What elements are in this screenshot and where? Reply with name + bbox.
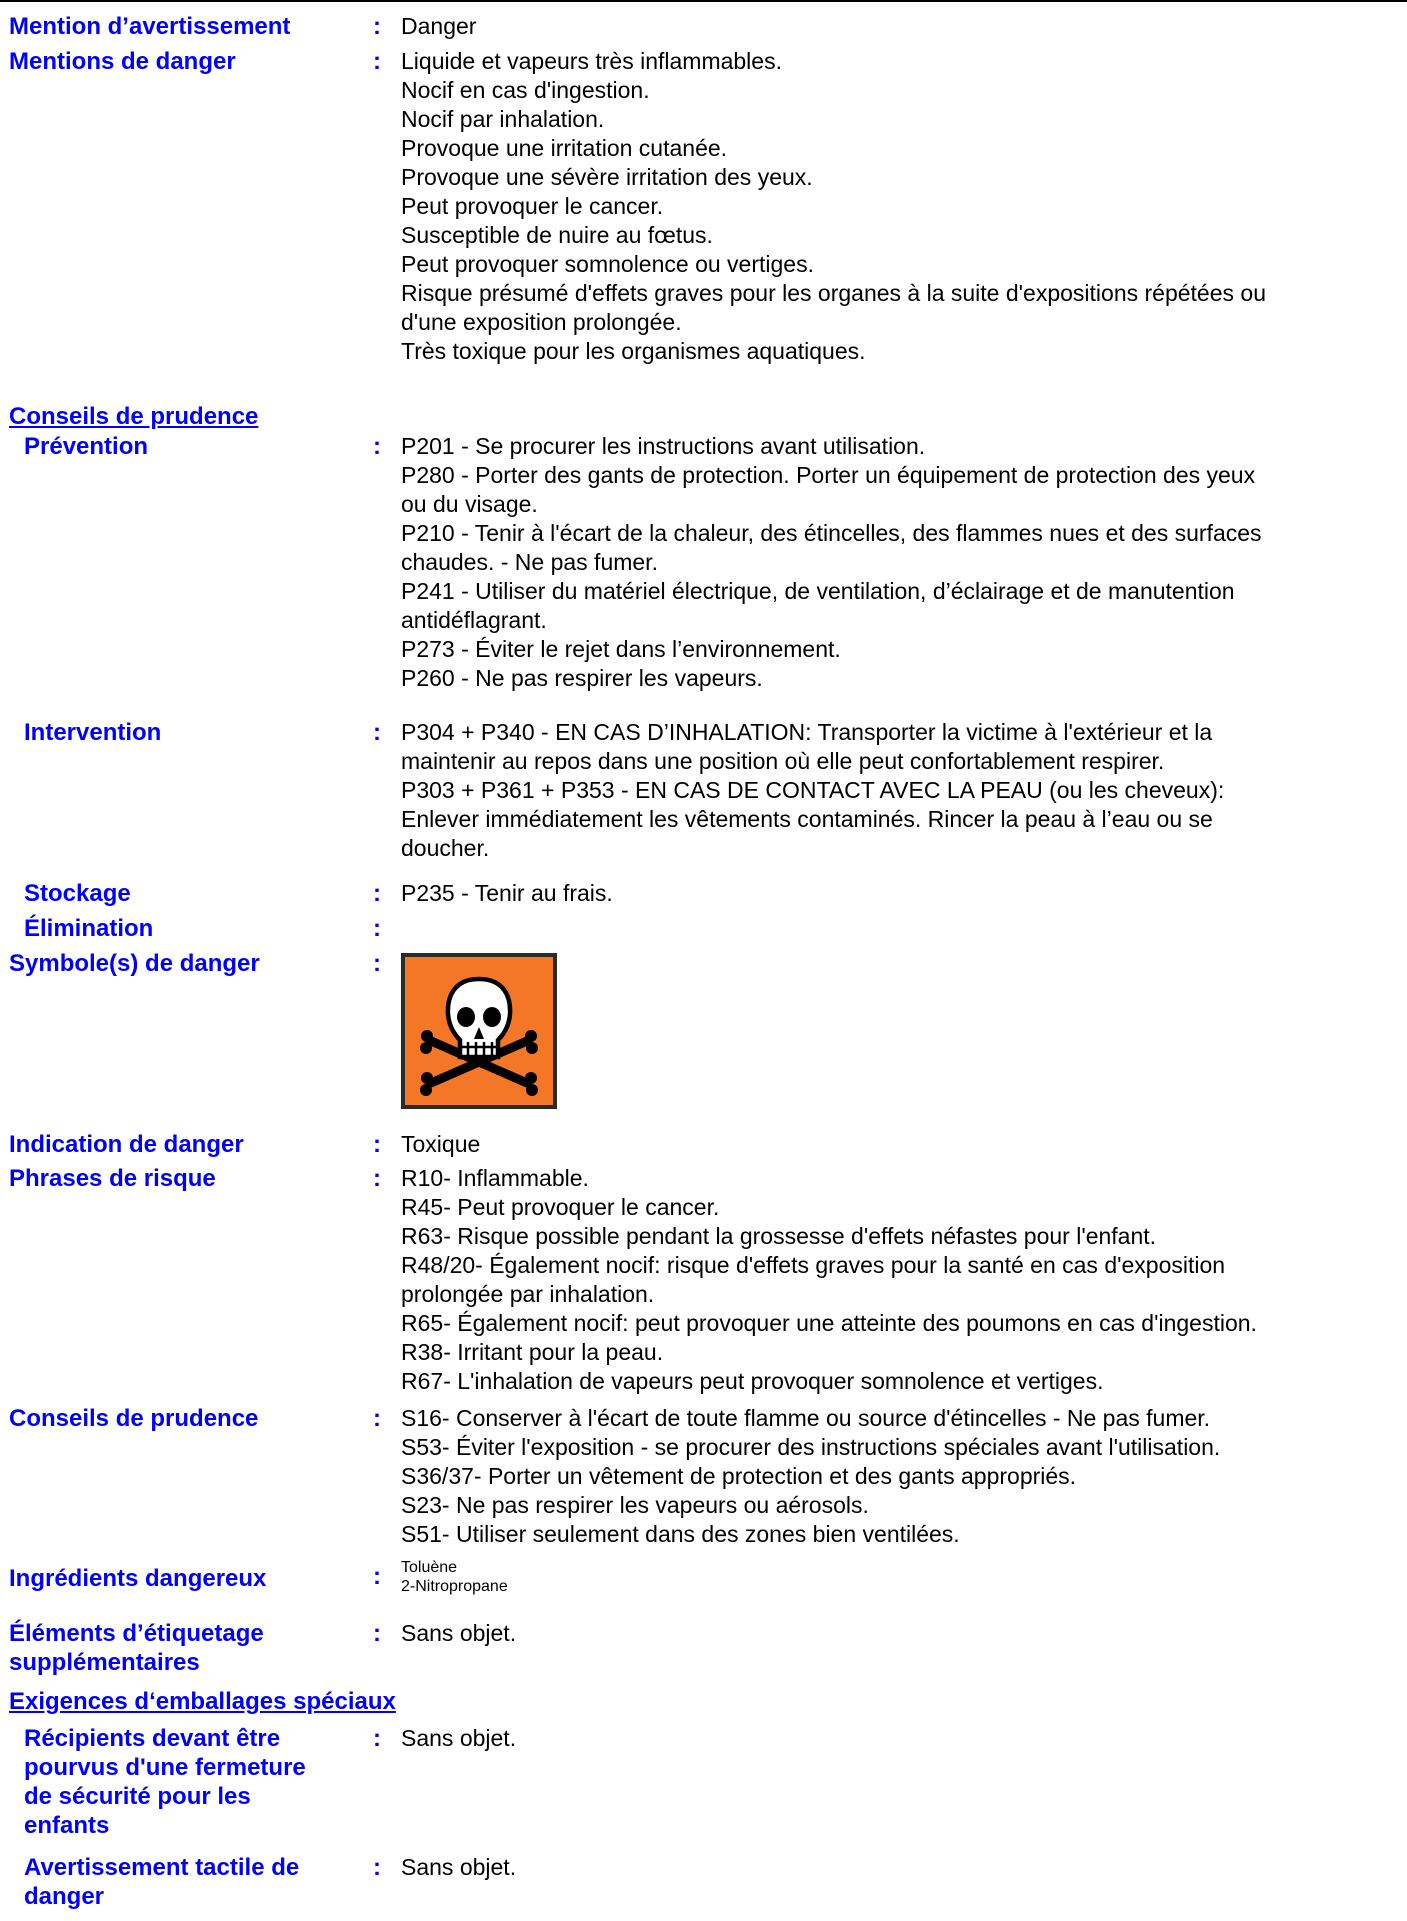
list-item: prolongée par inhalation. (401, 1281, 655, 1307)
safety-advice-list (401, 1404, 1399, 1549)
response-list (401, 718, 1399, 863)
colon: : (373, 1165, 381, 1192)
list-item: R45- Peut provoquer le cancer. (401, 1194, 720, 1220)
colon: : (373, 1405, 381, 1432)
packaging-section-title: Exigences d‘emballages spéciaux (9, 1688, 396, 1715)
list-item: R65- Également nocif: peut provoquer une atteinte des poumons en cas d'ingestion. (401, 1310, 1257, 1336)
list-item: Risque présumé d'effets graves pour les organes à la suite d'expositions répétées ou (401, 280, 1266, 306)
top-rule (0, 0, 1407, 2)
list-item: S51- Utiliser seulement dans des zones bien ventilées. (401, 1521, 960, 1547)
risk-phrases-row (0, 1164, 1407, 1404)
storage-label: Stockage (24, 880, 131, 907)
list-item: Toluène (401, 1559, 458, 1576)
list-item: Susceptible de nuire au fœtus. (401, 222, 713, 248)
tactile-warning-label: Avertissement tactile de danger (24, 1854, 300, 1910)
risk-phrases-list (401, 1164, 1399, 1396)
prevention-row (0, 432, 1407, 718)
precautionary-section-title: Conseils de prudence (9, 403, 259, 430)
list-item: P241 - Utiliser du matériel électrique, de ventilation, d’éclairage et de manutention (401, 578, 1235, 604)
hazard-symbols-row (0, 949, 1407, 1130)
colon: : (373, 48, 381, 75)
colon: : (373, 1563, 381, 1590)
hazard-statements-row (0, 47, 1407, 402)
danger-indication-value: Toxique (401, 1131, 481, 1157)
list-item: doucher. (401, 835, 490, 861)
signal-word-row (0, 12, 1407, 47)
hazard-statements-list (401, 47, 1399, 366)
supplementary-row (0, 1619, 1407, 1687)
hazard-symbols-value (401, 949, 1399, 1109)
safety-advice-row (0, 1404, 1407, 1558)
response-label: Intervention (24, 719, 162, 746)
list-item: maintenir au repos dans une position où elle peut confortablement respirer. (401, 748, 1165, 774)
tactile-warning-row (0, 1853, 1407, 1915)
colon: : (373, 719, 381, 746)
tactile-warning-value: Sans objet. (401, 1854, 517, 1880)
colon: : (373, 13, 381, 40)
list-item: chaudes. - Ne pas fumer. (401, 549, 658, 575)
risk-phrases-label: Phrases de risque (9, 1165, 216, 1192)
colon: : (373, 1725, 381, 1752)
ingredients-row (0, 1558, 1407, 1619)
child-resistant-row (0, 1724, 1407, 1853)
list-item: S16- Conserver à l'écart de toute flamme ou source d'étincelles - Ne pas fumer. (401, 1405, 1211, 1431)
list-item: R48/20- Également nocif: risque d'effets graves pour la santé en cas d'exposition (401, 1252, 1226, 1278)
prevention-label: Prévention (24, 433, 149, 460)
list-item: Nocif en cas d'ingestion. (401, 77, 650, 103)
list-item: R63- Risque possible pendant la grossesse d'effets néfastes pour l'enfant. (401, 1223, 1157, 1249)
list-item: S53- Éviter l'exposition - se procurer des instructions spéciales avant l'utilisation. (401, 1434, 1221, 1460)
colon: : (373, 433, 381, 460)
storage-value: P235 - Tenir au frais. (401, 880, 613, 906)
list-item: P303 + P361 + P353 - EN CAS DE CONTACT AVEC LA PEAU (ou les cheveux): (401, 777, 1225, 803)
child-resistant-value: Sans objet. (401, 1725, 517, 1751)
supplementary-label: Éléments d’étiquetage supplémentaires (9, 1620, 264, 1676)
list-item: S36/37- Porter un vêtement de protection et des gants appropriés. (401, 1463, 1077, 1489)
list-item: P280 - Porter des gants de protection. Porter un équipement de protection des yeux (401, 462, 1256, 488)
list-item: P260 - Ne pas respirer les vapeurs. (401, 665, 763, 691)
list-item: ou du visage. (401, 491, 538, 517)
list-item: R38- Irritant pour la peau. (401, 1339, 664, 1365)
list-item: Très toxique pour les organismes aquatiques. (401, 338, 866, 364)
disposal-row (0, 914, 1407, 949)
response-row (0, 718, 1407, 879)
list-item: Liquide et vapeurs très inflammables. (401, 48, 782, 74)
signal-word-label: Mention d’avertissement (9, 13, 291, 40)
list-item: P304 + P340 - EN CAS D’INHALATION: Transporter la victime à l'extérieur et la (401, 719, 1213, 745)
colon: : (373, 915, 381, 942)
list-item: Enlever immédiatement les vêtements contaminés. Rincer la peau à l’eau ou se (401, 806, 1213, 832)
list-item: Peut provoquer le cancer. (401, 193, 664, 219)
safety-advice-label: Conseils de prudence (9, 1405, 259, 1432)
colon: : (373, 880, 381, 907)
storage-row (0, 879, 1407, 914)
list-item: P273 - Éviter le rejet dans l’environnement. (401, 636, 841, 662)
list-item: d'une exposition prolongée. (401, 309, 682, 335)
skull-crossbones-icon (401, 953, 557, 1109)
colon: : (373, 1131, 381, 1158)
list-item: Provoque une sévère irritation des yeux. (401, 164, 813, 190)
danger-indication-label: Indication de danger (9, 1131, 244, 1158)
list-item: 2-Nitropropane (401, 1578, 508, 1595)
list-item: P201 - Se procurer les instructions avant utilisation. (401, 433, 926, 459)
signal-word-value: Danger (401, 13, 477, 39)
list-item: Provoque une irritation cutanée. (401, 135, 728, 161)
sds-label-elements (0, 12, 1407, 1915)
child-resistant-label: Récipients devant être pourvus d'une fermeture de sécurité pour les enfants (24, 1725, 306, 1839)
hazard-statements-label: Mentions de danger (9, 48, 236, 75)
list-item: antidéflagrant. (401, 607, 547, 633)
list-item: Peut provoquer somnolence ou vertiges. (401, 251, 814, 277)
list-item: Nocif par inhalation. (401, 106, 605, 132)
prevention-list (401, 432, 1399, 693)
colon: : (373, 1620, 381, 1647)
supplementary-value: Sans objet. (401, 1620, 517, 1646)
list-item: S23- Ne pas respirer les vapeurs ou aérosols. (401, 1492, 869, 1518)
hazard-symbols-label: Symbole(s) de danger (9, 950, 260, 977)
colon: : (373, 950, 381, 977)
disposal-label: Élimination (24, 915, 154, 942)
list-item: R10- Inflammable. (401, 1165, 589, 1191)
colon: : (373, 1854, 381, 1881)
ingredients-label: Ingrédients dangereux (9, 1565, 267, 1592)
list-item: R67- L'inhalation de vapeurs peut provoquer somnolence et vertiges. (401, 1368, 1104, 1394)
ingredients-list (401, 1558, 1399, 1596)
danger-indication-row (0, 1130, 1407, 1164)
list-item: P210 - Tenir à l'écart de la chaleur, des étincelles, des flammes nues et des surfaces (401, 520, 1262, 546)
